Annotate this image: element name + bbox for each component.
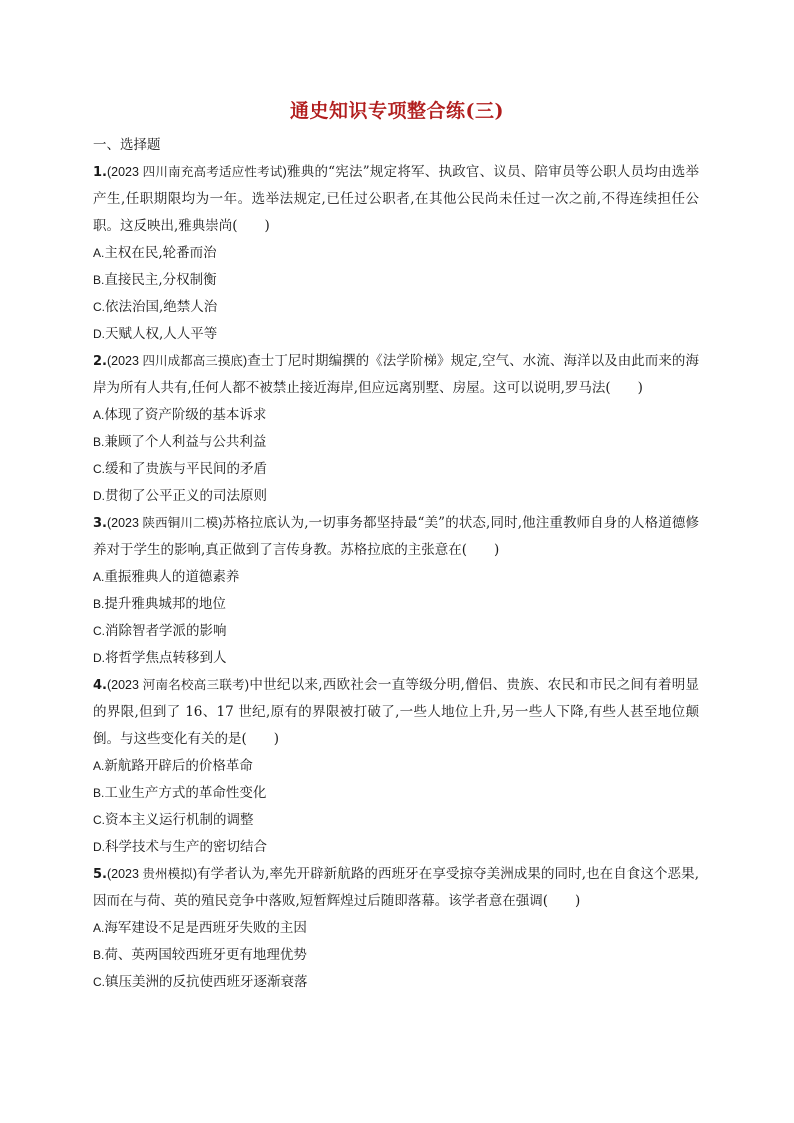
question-stem: [93, 510, 699, 564]
question-3: [93, 510, 699, 672]
answer-option: [93, 456, 699, 483]
option-text: 重振雅典人的道德素养: [104, 569, 240, 585]
option-letter: C.: [93, 975, 105, 989]
question-stem: [93, 348, 699, 402]
option-text: 提升雅典城邦的地位: [104, 596, 226, 612]
question-source: (2023 陕西铜川二模): [106, 516, 223, 530]
question-list: [93, 159, 699, 996]
question-stem: [93, 861, 699, 915]
option-letter: B.: [93, 786, 105, 800]
option-letter: C.: [93, 624, 105, 638]
option-letter: B.: [93, 597, 105, 611]
answer-option: [93, 618, 699, 645]
question-1: [93, 159, 699, 348]
question-4: [93, 672, 699, 861]
answer-option: [93, 564, 699, 591]
option-letter: C.: [93, 300, 105, 314]
question-text: 苏格拉底认为,一切事务都坚持最“美”的状态,同时,他注重教师自身的人格道德修养对于学生的影响,真正做到了言传身教。苏格拉底的主张意在( ): [93, 515, 699, 558]
option-letter: D.: [93, 651, 105, 665]
question-stem: [93, 159, 699, 240]
question-number: 2.: [93, 354, 107, 369]
option-letter: A.: [93, 570, 105, 584]
option-text: 贯彻了公平正义的司法原则: [105, 488, 267, 504]
page-content: [93, 132, 699, 996]
option-text: 天赋人权,人人平等: [105, 326, 218, 342]
option-text: 主权在民,轮番而治: [104, 245, 217, 261]
option-text: 体现了资产阶级的基本诉求: [104, 407, 267, 423]
question-source: (2023 四川南充高考适应性考试): [106, 165, 287, 179]
option-text: 新航路开辟后的价格革命: [104, 758, 253, 774]
option-letter: A.: [93, 921, 105, 935]
answer-option: [93, 645, 699, 672]
question-source: (2023 贵州模拟): [106, 867, 197, 881]
answer-option: [93, 942, 699, 969]
option-letter: C.: [93, 813, 105, 827]
option-text: 消除智者学派的影响: [105, 623, 227, 639]
question-number: 5.: [93, 867, 107, 882]
option-text: 荷、英两国较西班牙更有地理优势: [104, 947, 307, 963]
question-source: (2023 四川成都高三摸底): [106, 354, 248, 368]
answer-option: [93, 429, 699, 456]
answer-option: [93, 402, 699, 429]
question-source: (2023 河南名校高三联考): [106, 678, 250, 692]
answer-option: [93, 591, 699, 618]
question-number: 1.: [93, 165, 107, 180]
question-number: 4.: [93, 678, 107, 693]
option-text: 海军建设不足是西班牙失败的主因: [104, 920, 307, 936]
answer-option: [93, 780, 699, 807]
question-text: 查士丁尼时期编撰的《法学阶梯》规定,空气、水流、海洋以及由此而来的海岸为所有人共有,任何人都不被禁止接近海岸,但应远离别墅、房屋。这可以说明,罗马法( ): [93, 353, 699, 396]
answer-option: [93, 240, 699, 267]
question-text: 中世纪以来,西欧社会一直等级分明,僧侣、贵族、农民和市民之间有着明显的界限,但到了 16、17 世纪,原有的界限被打破了,一些人地位上升,另一些人下降,有些人甚至地位颠倒。与这些变化有关的是( ): [93, 677, 699, 747]
section-heading: 一、选择题: [93, 137, 161, 153]
question-5: [93, 861, 699, 996]
option-text: 镇压美洲的反抗使西班牙逐渐衰落: [105, 974, 308, 990]
option-text: 直接民主,分权制衡: [104, 272, 217, 288]
option-text: 兼顾了个人利益与公共利益: [104, 434, 267, 450]
answer-option: [93, 267, 699, 294]
option-text: 资本主义运行机制的调整: [105, 812, 254, 828]
option-text: 将哲学焦点转移到人: [105, 650, 227, 666]
option-letter: D.: [93, 840, 105, 854]
question-text: 有学者认为,率先开辟新航路的西班牙在享受掠夺美洲成果的同时,也在自食这个恶果,因而在与荷、英的殖民竞争中落败,短暂辉煌过后随即落幕。该学者意在强调( ): [93, 866, 700, 909]
answer-option: [93, 321, 699, 348]
answer-option: [93, 483, 699, 510]
answer-option: [93, 753, 699, 780]
question-text: 雅典的“宪法”规定将军、执政官、议员、陪审员等公职人员均由选举产生,任职期限均为一年。选举法规定,已任过公职者,在其他公民尚未任过一次之前,不得连续担任公职。这反映出,雅典崇尚( ): [93, 164, 700, 234]
option-letter: A.: [93, 759, 105, 773]
option-letter: B.: [93, 948, 105, 962]
option-letter: B.: [93, 435, 105, 449]
option-letter: D.: [93, 327, 105, 341]
option-text: 科学技术与生产的密切结合: [105, 839, 267, 855]
answer-option: [93, 294, 699, 321]
option-letter: D.: [93, 489, 105, 503]
question-stem: [93, 672, 699, 753]
option-letter: A.: [93, 246, 105, 260]
option-text: 缓和了贵族与平民间的矛盾: [105, 461, 267, 477]
answer-option: [93, 807, 699, 834]
option-text: 依法治国,绝禁人治: [105, 299, 218, 315]
answer-option: [93, 834, 699, 861]
question-number: 3.: [93, 516, 107, 531]
option-letter: C.: [93, 462, 105, 476]
option-letter: A.: [93, 408, 105, 422]
page-title: 通史知识专项整合练(三): [290, 100, 504, 122]
answer-option: [93, 969, 699, 996]
option-text: 工业生产方式的革命性变化: [104, 785, 267, 801]
answer-option: [93, 915, 699, 942]
question-2: [93, 348, 699, 510]
option-letter: B.: [93, 273, 105, 287]
